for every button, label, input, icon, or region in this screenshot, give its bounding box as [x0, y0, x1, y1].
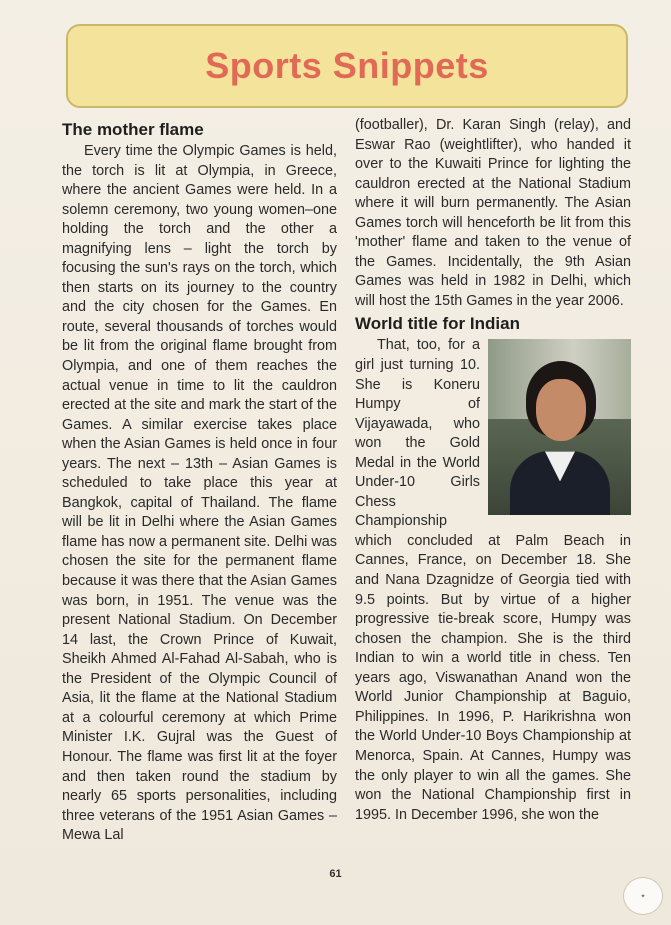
library-stamp-icon: ✦ [623, 877, 663, 915]
section-title: Sports Snippets [205, 45, 489, 86]
girl-portrait-photo [488, 339, 631, 515]
left-column [62, 116, 337, 846]
article-title-world-title: World title for Indian [355, 314, 520, 334]
page-number: 61 [329, 868, 342, 880]
article-continuation-mother-flame: (footballer), Dr. Karan Singh (relay), and Eswar Rao (weightlifter), who handed it over to the Kuwaiti Prince for lighting the cauldron erected at the National Stadium where it will burn permanently. The Asian Games torch will henceforth be lit from this 'mother' flame and taken to the venue of the Games. Incidentally, the 9th Asian Games was held in 1982 in Delhi, which will host the 15th Games in the year 2006. [355, 117, 631, 309]
section-banner [66, 24, 628, 108]
right-column [355, 116, 631, 825]
article-body-world-title [355, 336, 631, 825]
article-title-mother-flame: The mother flame [62, 120, 204, 139]
article-body-mother-flame: Every time the Olympic Games is held, the torch is lit at Olympia, in Greece, where the ancient Games were held. In a solemn ceremony, two young women–one holding the torch and the other a magnifying lens – light the torch by focusing the sun's rays on the torch, which then starts on its journey to the country and the city chosen for the Games. En route, several thousands of torches would be lit from the original flame brought from Olympia, and one of them reaches the actual venue in time to lit the cauldron erected at the site and mark the start of the Games. A similar exercise takes place when the Asian Games is held once in four years. The next – 13th – Asian Games is scheduled to take place this year at Bangkok, capital of Thailand. The flame will be lit in Delhi where the Asian Games flame has now a permanent site. Delhi was chosen the site for the permanent flame because it was there that the Asian Games was born, in 1951. The venue was the present National Stadium. On December 14 last, the Crown Prince of Kuwait, Sheikh Ahmed Al-Fahad Al-Sabah, who is the President of the Olympic Council of Asia, lit the flame at the National Stadium at a colourful ceremony at which Prime Minister I.K. Gujral was the Guest of Honour. The flame was first lit at the foyer and then taken round the stadium by nearly 65 sports personalities, including three veterans of the 1951 Asian Games – Mewa Lal [62, 143, 337, 844]
article-body-world-title-text: That, too, for a girl just turning 10. She is Koneru Humpy of Vijayawada, who won the Gold Medal in the World Under-10 Girls Chess Championship which concluded at Palm Beach in Cannes, France, on December 18. She and Nana Dzagnidze of Georgia tied with 9.5 points. But by virtue of a higher progressive tie-break score, Humpy was chosen the champion. She is the third Indian to win a world title in chess. Ten years ago, Viswanathan Anand won the World Junior Championship at Baguio, Philippines. In 1996, P. Harikrishna won the World Under-10 Boys Championship at Menorca, Spain. At Cannes, Humpy was the only player to win all the games. She won the National Championship first in 1995. In December 1996, she won the [355, 337, 631, 823]
